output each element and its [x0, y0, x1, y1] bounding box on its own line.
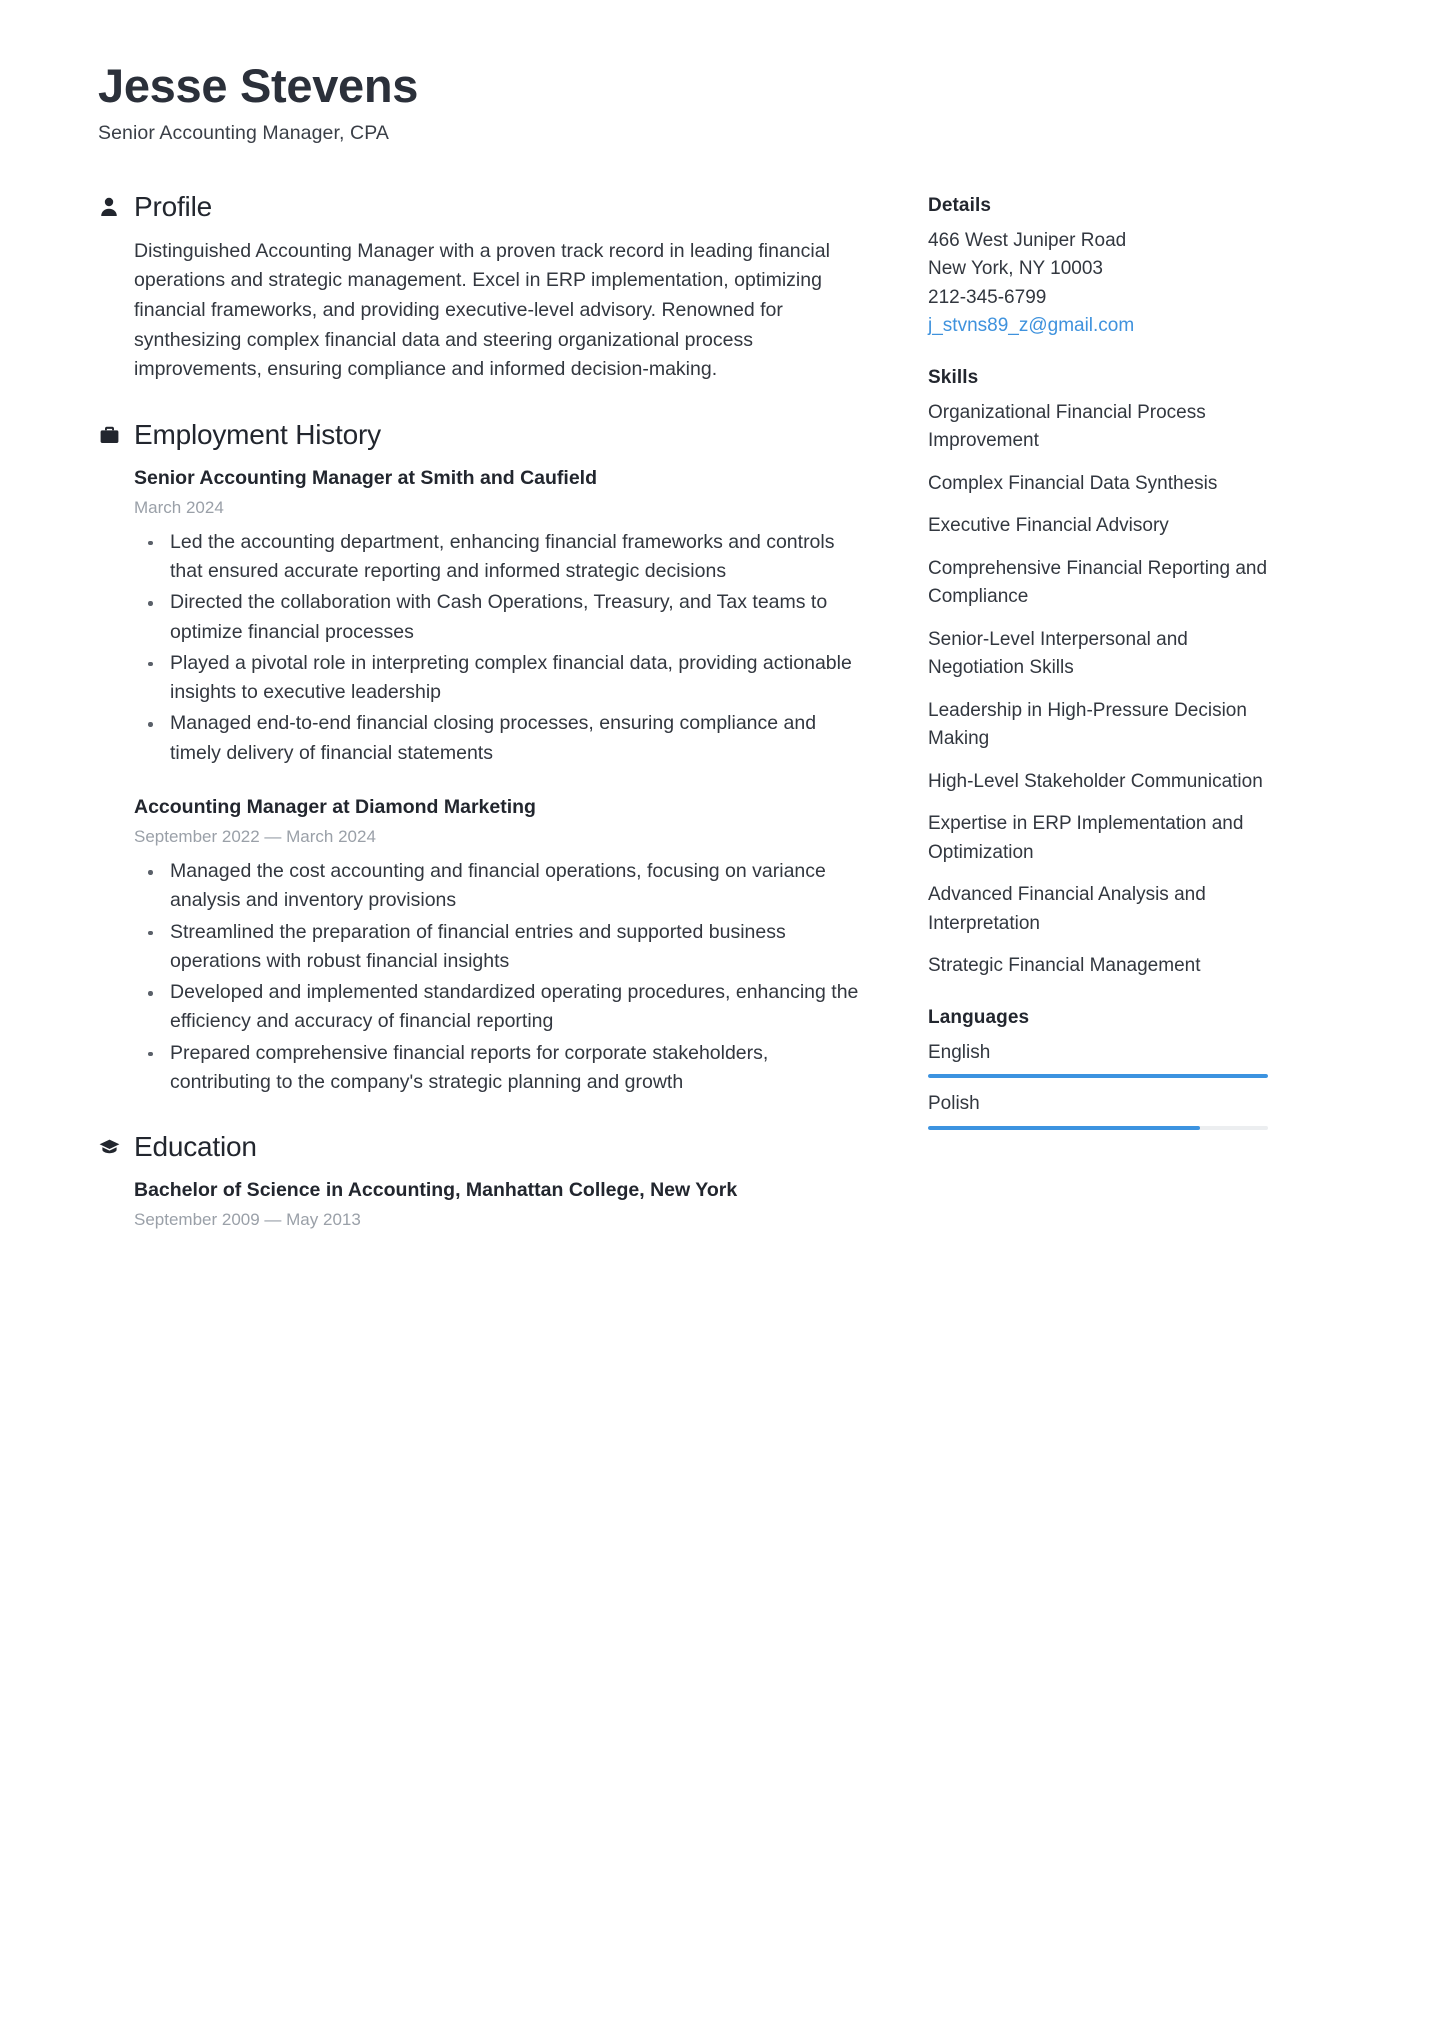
skill-item: Organizational Financial Process Improvement [928, 401, 1206, 452]
skill-item: Expertise in ERP Implementation and Optimization [928, 813, 1244, 863]
section-employment [98, 419, 868, 1097]
sidebar-column [928, 191, 1268, 1156]
bullet-item: Directed the collaboration with Cash Operations, Treasury, and Tax teams to optimize financial processes [134, 588, 868, 647]
employment-entry-bullets [134, 528, 868, 768]
education-entry-title: Bachelor of Science in Accounting, Manhattan College, New York [134, 1179, 738, 1202]
language-item [928, 1039, 1268, 1079]
education-entry-date: September 2009 — May 2013 [134, 1210, 361, 1230]
skill-item: Comprehensive Financial Reporting and Compliance [928, 557, 1268, 608]
skill-item: Complex Financial Data Synthesis [928, 472, 1218, 494]
skill-item: High-Level Stakeholder Communication [928, 770, 1263, 792]
bullet-item: Developed and implemented standardized operating procedures, enhancing the efficiency and accuracy of financial reporting [134, 978, 868, 1037]
bullet-item: Led the accounting department, enhancing financial frameworks and controls that ensured accurate reporting and informed strategic decisions [134, 528, 868, 587]
section-education-title: Education [134, 1131, 257, 1163]
sidebar-skills-heading: Skills [928, 366, 979, 388]
bullet-item: Played a pivotal role in interpreting complex financial data, providing actionable insights to executive leadership [134, 649, 868, 708]
skill-item: Leadership in High-Pressure Decision Making [928, 699, 1247, 750]
profile-text: Distinguished Accounting Manager with a proven track record in leading financial operations and strategic management. Excel in ERP implementation, optimizing financial frameworks, and providing executive-level advisory. Renowned for synthesizing complex financial data and steering organizational process improvements, ensuring compliance and informed decision-making. [134, 239, 830, 381]
language-level-fill [928, 1126, 1200, 1130]
resume-body [98, 191, 1360, 1266]
employment-entry-title: Senior Accounting Manager at Smith and Caufield [134, 466, 597, 489]
main-column [98, 191, 928, 1266]
section-profile [98, 191, 868, 385]
language-name: English [928, 1041, 991, 1063]
education-entry [134, 1177, 868, 1232]
skill-item: Advanced Financial Analysis and Interpretation [928, 884, 1206, 934]
resume-header [98, 60, 1360, 145]
language-name: Polish [928, 1093, 980, 1115]
skill-item: Senior-Level Interpersonal and Negotiation Skills [928, 628, 1188, 679]
employment-entry-date: September 2022 — March 2024 [134, 827, 376, 847]
section-profile-title: Profile [134, 190, 212, 222]
detail-phone: 212-345-6799 [928, 286, 1047, 308]
language-level-fill [928, 1074, 1268, 1078]
detail-email-link[interactable]: j_stvns89_z@gmail.com [928, 315, 1135, 337]
bullet-item: Streamlined the preparation of financial entries and supported business operations with robust financial insights [134, 918, 868, 977]
detail-address-line-2: New York, NY 10003 [928, 258, 1103, 280]
bullet-item: Prepared comprehensive financial reports for corporate stakeholders, contributing to the company's strategic planning and growth [134, 1039, 868, 1098]
language-level-track [928, 1126, 1268, 1130]
bullet-item: Managed the cost accounting and financial operations, focusing on variance analysis and inventory provisions [134, 857, 868, 916]
sidebar-languages [928, 1007, 1268, 1130]
employment-entry [134, 465, 868, 768]
graduation-cap-icon [98, 1139, 120, 1155]
sidebar-details-heading: Details [928, 194, 992, 216]
language-level-track [928, 1074, 1268, 1078]
sidebar-skills [928, 367, 1268, 981]
section-education-header [98, 1131, 868, 1163]
sidebar-languages-heading: Languages [928, 1006, 1030, 1028]
section-employment-body [98, 465, 868, 1097]
section-education [98, 1131, 868, 1232]
skill-item: Executive Financial Advisory [928, 515, 1169, 537]
employment-entry-bullets [134, 857, 868, 1097]
employment-entry-title: Accounting Manager at Diamond Marketing [134, 795, 536, 818]
candidate-name: Jesse Stevens [98, 59, 419, 112]
person-icon [98, 197, 120, 217]
employment-entry [134, 794, 868, 1097]
candidate-job-title: Senior Accounting Manager, CPA [98, 121, 389, 144]
detail-address-line-1: 466 West Juniper Road [928, 229, 1127, 251]
employment-entry-date: March 2024 [134, 498, 224, 518]
section-profile-body [98, 237, 868, 385]
section-education-body [98, 1177, 868, 1232]
section-profile-header [98, 191, 868, 223]
bullet-item: Managed end-to-end financial closing processes, ensuring compliance and timely delivery of financial statements [134, 709, 868, 768]
briefcase-icon [98, 426, 120, 444]
skill-item: Strategic Financial Management [928, 955, 1201, 977]
language-item [928, 1090, 1268, 1130]
section-employment-title: Employment History [134, 418, 381, 450]
section-employment-header [98, 419, 868, 451]
sidebar-details [928, 195, 1268, 341]
